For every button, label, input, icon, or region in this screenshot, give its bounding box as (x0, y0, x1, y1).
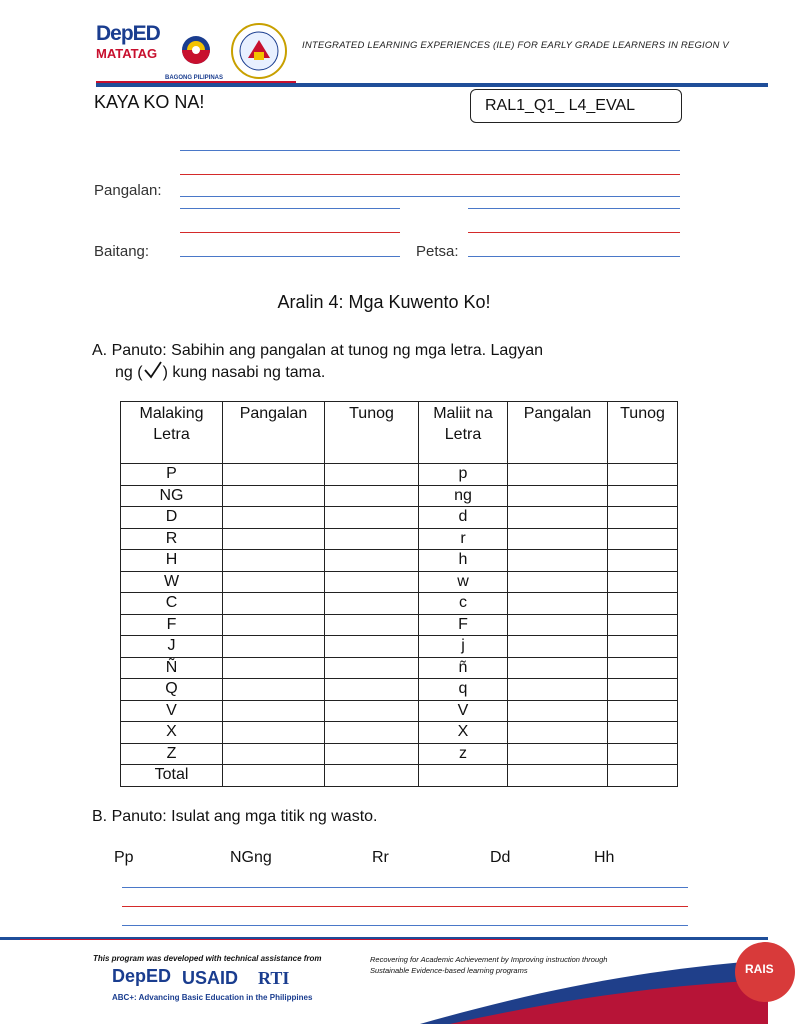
part-b-instruction: B. Panuto: Isulat ang mga titik ng wasto. (92, 808, 378, 825)
part-a-instruction-line1: A. Panuto: Sabihin ang pangalan at tunog ng mga letra. Lagyan (92, 342, 544, 359)
table-row (121, 743, 678, 765)
total-cell[interactable] (223, 765, 325, 787)
name-check-cell[interactable] (223, 485, 325, 507)
table-row (121, 528, 678, 550)
footer-note: This program was developed with technical assistance from (93, 954, 322, 963)
writing-line (122, 906, 688, 907)
letter-pair: Dd (490, 849, 511, 866)
name-check-cell[interactable] (223, 657, 325, 679)
name-check-cell[interactable] (508, 743, 608, 765)
sound-check-cell[interactable] (325, 550, 419, 572)
writing-line (180, 150, 680, 151)
lowercase-letter-cell: d (419, 507, 508, 529)
uppercase-letter-cell: D (121, 507, 223, 529)
name-label: Pangalan: (94, 182, 162, 199)
sound-check-cell[interactable] (325, 700, 419, 722)
table-row (121, 571, 678, 593)
total-cell[interactable] (419, 765, 508, 787)
uppercase-letter-cell: Ñ (121, 657, 223, 679)
lowercase-letter-cell: X (419, 722, 508, 744)
name-check-cell[interactable] (508, 550, 608, 572)
worksheet-heading: KAYA KO NA! (94, 92, 205, 112)
sound-check-cell[interactable] (608, 464, 678, 486)
sound-check-cell[interactable] (325, 722, 419, 744)
uppercase-letter-cell: H (121, 550, 223, 572)
writing-line (180, 174, 680, 175)
table-row (121, 636, 678, 658)
part-a-instruction-post: ) kung nasabi ng tama. (162, 364, 326, 382)
date-writing-line[interactable] (468, 256, 680, 257)
rais-badge: RAIS (735, 942, 795, 1002)
sound-check-cell[interactable] (325, 528, 419, 550)
sound-check-cell[interactable] (608, 485, 678, 507)
uppercase-letter-cell: V (121, 700, 223, 722)
lowercase-letter-cell: w (419, 571, 508, 593)
uppercase-letter-cell: C (121, 593, 223, 615)
lowercase-letter-cell: p (419, 464, 508, 486)
name-check-cell[interactable] (508, 571, 608, 593)
sound-check-cell[interactable] (325, 464, 419, 486)
sound-check-cell[interactable] (325, 593, 419, 615)
name-writing-line[interactable] (180, 196, 680, 197)
column-header: Tunog (325, 402, 419, 464)
uppercase-letter-cell: Q (121, 679, 223, 701)
rais-line1: Recovering for Academic Achievement by Improving instruction through (370, 955, 608, 964)
lowercase-letter-cell: V (419, 700, 508, 722)
header-divider-accent (96, 81, 296, 83)
sound-check-cell[interactable] (325, 614, 419, 636)
lowercase-letter-cell: q (419, 679, 508, 701)
sound-check-cell[interactable] (325, 743, 419, 765)
sound-check-cell[interactable] (325, 485, 419, 507)
sound-check-cell[interactable] (608, 722, 678, 744)
sound-check-cell[interactable] (325, 571, 419, 593)
name-check-cell[interactable] (508, 507, 608, 529)
total-label: Total (121, 765, 223, 787)
uppercase-letter-cell: W (121, 571, 223, 593)
date-label: Petsa: (416, 243, 459, 260)
uppercase-letter-cell: Z (121, 743, 223, 765)
writing-line (122, 887, 688, 888)
table-row (121, 485, 678, 507)
footer-usaid-logo: USAID (182, 968, 239, 988)
name-check-cell[interactable] (508, 593, 608, 615)
sound-check-cell[interactable] (608, 679, 678, 701)
lowercase-letter-cell: ng (419, 485, 508, 507)
total-cell[interactable] (325, 765, 419, 787)
column-header: Pangalan (508, 402, 608, 464)
name-check-cell[interactable] (508, 657, 608, 679)
table-row (121, 593, 678, 615)
writing-line (180, 232, 400, 233)
sound-check-cell[interactable] (608, 700, 678, 722)
table-row (121, 679, 678, 701)
sound-check-cell[interactable] (608, 614, 678, 636)
sun-emblem-icon (165, 26, 227, 70)
footer-rti-logo: RTI (258, 968, 290, 988)
lowercase-letter-cell: h (419, 550, 508, 572)
sound-check-cell[interactable] (608, 507, 678, 529)
sound-check-cell[interactable] (325, 636, 419, 658)
table-row (121, 722, 678, 744)
bagong-pilipinas-text: BAGONG PILIPINAS (165, 75, 224, 81)
sound-check-cell[interactable] (608, 550, 678, 572)
name-check-cell[interactable] (223, 636, 325, 658)
name-check-cell[interactable] (223, 614, 325, 636)
uppercase-letter-cell: J (121, 636, 223, 658)
deped-matatag-logo (96, 22, 158, 78)
part-a-instruction-pre: ng ( (115, 364, 143, 382)
lowercase-letter-cell: j (419, 636, 508, 658)
part-a-instruction (92, 340, 692, 385)
name-check-cell[interactable] (508, 464, 608, 486)
bagong-pilipinas-logo (165, 26, 227, 80)
footer-divider-accent (20, 939, 520, 940)
lowercase-letter-cell: z (419, 743, 508, 765)
sound-check-cell[interactable] (608, 571, 678, 593)
lowercase-letter-cell: c (419, 593, 508, 615)
letter-table (120, 401, 678, 787)
worksheet-code: RAL1_Q1_ L4_EVAL (485, 97, 636, 114)
name-check-cell[interactable] (508, 679, 608, 701)
lesson-title: Aralin 4: Mga Kuwento Ko! (277, 292, 491, 312)
writing-line (468, 232, 680, 233)
table-row (121, 700, 678, 722)
name-check-cell[interactable] (223, 700, 325, 722)
name-check-cell[interactable] (223, 571, 325, 593)
sound-check-cell[interactable] (608, 743, 678, 765)
lowercase-letter-cell: ñ (419, 657, 508, 679)
name-check-cell[interactable] (223, 722, 325, 744)
table-row (121, 550, 678, 572)
writing-line (180, 208, 400, 209)
name-check-cell[interactable] (508, 636, 608, 658)
letter-pair: NGng (230, 849, 272, 866)
name-check-cell[interactable] (223, 593, 325, 615)
rais-line2: Sustainable Evidence-based learning programs (370, 966, 528, 975)
writing-line (468, 208, 680, 209)
grade-writing-line[interactable] (180, 256, 400, 257)
sound-check-cell[interactable] (325, 657, 419, 679)
uppercase-letter-cell: P (121, 464, 223, 486)
column-header: Pangalan (223, 402, 325, 464)
worksheet-code-box (470, 89, 682, 123)
total-cell[interactable] (608, 765, 678, 787)
name-check-cell[interactable] (223, 679, 325, 701)
name-check-cell[interactable] (223, 528, 325, 550)
uppercase-letter-cell: R (121, 528, 223, 550)
column-header: Malaking Letra (121, 402, 223, 464)
sound-check-cell[interactable] (325, 507, 419, 529)
column-header: Tunog (608, 402, 678, 464)
total-row (121, 765, 678, 787)
sound-check-cell[interactable] (608, 593, 678, 615)
footer-abc-text: ABC+: Advancing Basic Education in the Philippines (112, 993, 313, 1002)
name-check-cell[interactable] (508, 485, 608, 507)
name-check-cell[interactable] (223, 550, 325, 572)
matatag-logo-text: MATATAG (96, 46, 158, 61)
name-check-cell[interactable] (508, 700, 608, 722)
deped-logo-text: DepED (96, 22, 160, 45)
name-check-cell[interactable] (508, 528, 608, 550)
total-cell[interactable] (508, 765, 608, 787)
sound-check-cell[interactable] (608, 636, 678, 658)
kagawaran-seal-icon (230, 22, 288, 80)
uppercase-letter-cell: NG (121, 485, 223, 507)
checkmark-icon (143, 361, 163, 385)
sound-check-cell[interactable] (608, 528, 678, 550)
table-row (121, 614, 678, 636)
table-row (121, 657, 678, 679)
lowercase-letter-cell: r (419, 528, 508, 550)
answer-writing-line[interactable] (122, 925, 688, 926)
column-header: Maliit na Letra (419, 402, 508, 464)
name-check-cell[interactable] (508, 722, 608, 744)
sound-check-cell[interactable] (325, 679, 419, 701)
letter-pair: Rr (372, 849, 389, 866)
table-row (121, 507, 678, 529)
letter-pair: Pp (114, 849, 134, 866)
name-check-cell[interactable] (223, 743, 325, 765)
table-row (121, 464, 678, 486)
name-check-cell[interactable] (223, 464, 325, 486)
program-title: INTEGRATED LEARNING EXPERIENCES (ILE) FOR EARLY GRADE LEARNERS IN REGION V (302, 40, 729, 51)
name-check-cell[interactable] (223, 507, 325, 529)
uppercase-letter-cell: X (121, 722, 223, 744)
letter-pair: Hh (594, 849, 615, 866)
lowercase-letter-cell: F (419, 614, 508, 636)
header-divider (96, 83, 768, 87)
uppercase-letter-cell: F (121, 614, 223, 636)
table-header-row (121, 402, 678, 464)
sound-check-cell[interactable] (608, 657, 678, 679)
grade-label: Baitang: (94, 243, 150, 260)
footer-deped-logo: DepED (112, 966, 172, 986)
name-check-cell[interactable] (508, 614, 608, 636)
rais-description (370, 954, 607, 976)
